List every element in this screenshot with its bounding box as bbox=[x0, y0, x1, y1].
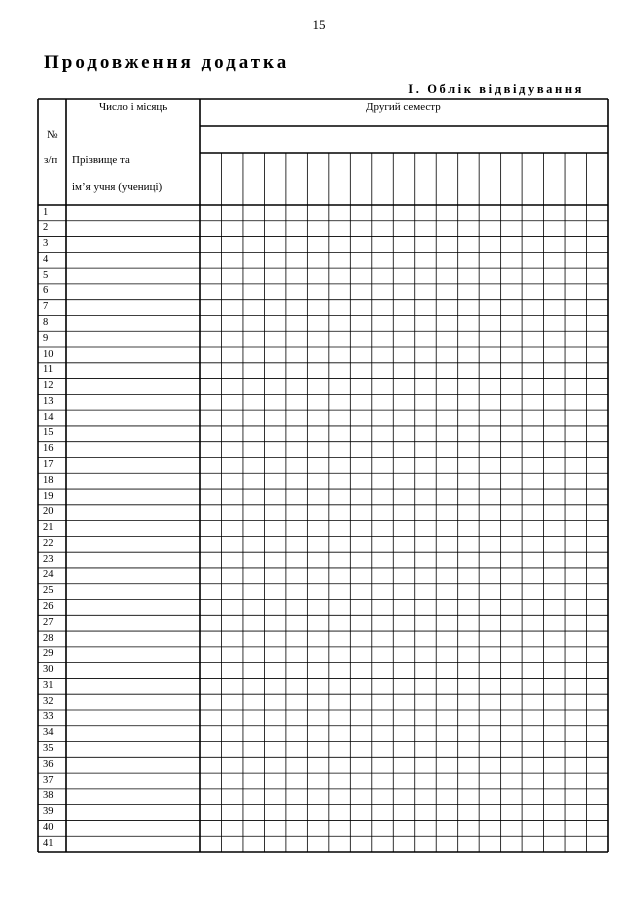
row-number: 41 bbox=[43, 837, 54, 849]
row-number: 39 bbox=[43, 806, 54, 818]
row-number: 28 bbox=[43, 632, 54, 644]
row-number: 35 bbox=[43, 743, 54, 755]
section-title: І. Облік відвідування bbox=[408, 82, 584, 96]
row-number: 16 bbox=[43, 443, 54, 455]
row-number: 5 bbox=[43, 269, 49, 281]
row-number: 10 bbox=[43, 348, 54, 360]
row-number: 18 bbox=[43, 474, 54, 486]
row-number: 26 bbox=[43, 601, 54, 612]
name-header-line1: Прізвище та bbox=[72, 154, 130, 166]
row-number: 30 bbox=[43, 664, 54, 676]
date-header: Число і місяць bbox=[99, 101, 168, 113]
row-number: 27 bbox=[43, 616, 54, 628]
row-number: 2 bbox=[43, 222, 49, 234]
row-number: 20 bbox=[43, 506, 54, 518]
row-number: 32 bbox=[43, 695, 54, 707]
row-number: 29 bbox=[43, 648, 54, 660]
page-number: 15 bbox=[312, 17, 326, 32]
row-number: 1 bbox=[43, 206, 49, 218]
row-number: 33 bbox=[43, 711, 54, 723]
row-number: 23 bbox=[43, 553, 54, 565]
row-number: 36 bbox=[43, 758, 54, 770]
row-number: 14 bbox=[43, 411, 54, 423]
row-number: 34 bbox=[43, 727, 54, 739]
number-abbrev-header: з/п bbox=[44, 154, 58, 166]
row-number: 15 bbox=[43, 427, 54, 439]
row-number: 38 bbox=[43, 790, 54, 802]
number-symbol-header: № bbox=[47, 129, 58, 141]
row-number: 4 bbox=[43, 253, 49, 265]
row-number: 7 bbox=[43, 301, 49, 313]
name-header-line2: ім’я учня (учениці) bbox=[72, 181, 163, 193]
row-number: 22 bbox=[43, 537, 54, 549]
row-number: 25 bbox=[43, 585, 54, 597]
row-number: 17 bbox=[43, 458, 54, 470]
row-number: 31 bbox=[43, 679, 54, 691]
row-number: 3 bbox=[43, 238, 49, 250]
row-number: 19 bbox=[43, 490, 54, 502]
row-number: 37 bbox=[43, 774, 54, 786]
row-number: 24 bbox=[43, 569, 54, 581]
page-title: Продовження додатка bbox=[44, 52, 290, 73]
row-number: 8 bbox=[43, 316, 49, 328]
row-number: 40 bbox=[43, 821, 54, 833]
row-number: 12 bbox=[43, 380, 54, 392]
row-number: 9 bbox=[43, 332, 49, 344]
row-number: 21 bbox=[43, 522, 54, 534]
row-number: 6 bbox=[43, 285, 49, 297]
row-number: 13 bbox=[43, 395, 54, 407]
semester-header: Другий семестр bbox=[366, 101, 441, 113]
row-number: 11 bbox=[43, 364, 54, 376]
